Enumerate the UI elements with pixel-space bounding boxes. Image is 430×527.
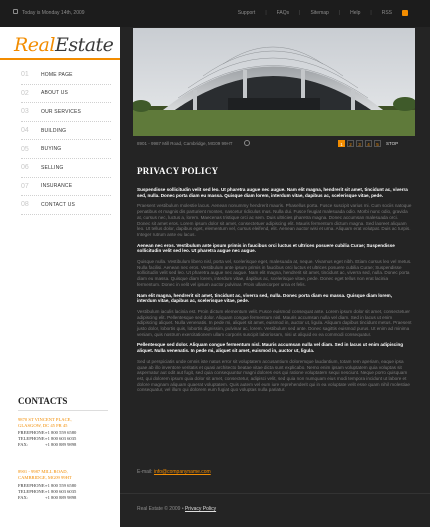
- pager-page-4[interactable]: 4: [365, 140, 372, 147]
- rss-icon[interactable]: [402, 10, 408, 16]
- separator: |: [370, 10, 372, 16]
- top-bar: [0, 0, 430, 27]
- pager-page-5[interactable]: 5: [374, 140, 381, 147]
- nav-label: OUR SERVICES: [41, 108, 82, 115]
- top-link-rss[interactable]: RSS: [381, 10, 392, 16]
- paragraph-bold: Pellentesque sed dolor. Aliquam congue fermentum nisl. Mauris accumsan nulla vel diam. Sed in lacus ut enim adipiscing aliquet. Nulla venenatis. In pede mi, aliquet sit amet, euismod in, auctor ut, ligula.: [137, 342, 404, 354]
- pager-page-3[interactable]: 3: [356, 140, 363, 147]
- nav-label: CONTACT US: [41, 201, 76, 208]
- calendar-icon: [13, 9, 18, 14]
- contact-phones-1: [18, 430, 76, 448]
- email-label: E-mail:: [137, 469, 153, 475]
- phone-row: [18, 495, 76, 501]
- phone-value: +1 800 559 6580: [45, 430, 77, 435]
- copyright: Real Estate © 2009 •: [137, 506, 184, 512]
- top-link-sitemap[interactable]: Sitemap: [310, 10, 329, 16]
- nav-label: BUYING: [41, 146, 62, 153]
- nav-number: 02: [21, 89, 29, 97]
- hero-caption: 8901 - 9987 Mill Road, Cambridge, MG09 99HT: [137, 141, 233, 146]
- divider: [18, 410, 108, 411]
- phone-label: TELEPHONE:: [18, 436, 46, 441]
- phone-label: TELEPHONE:: [18, 489, 46, 494]
- phone-label: FAX:: [18, 495, 29, 500]
- footer-divider: [120, 493, 430, 494]
- top-link-faqs[interactable]: FAQs: [276, 10, 290, 16]
- main-content: [137, 166, 412, 393]
- nav-item-contact[interactable]: [21, 196, 111, 215]
- contact-phones-2: [18, 483, 76, 501]
- paragraph: Quisque nulla. Vestibulum libero nisl, porta vel, scelerisque eget, malesuada at, neque. Vivamus eget nibh. Etiam cursus leo vel metus. Nulla facilisi. Aenean nec eros. Vestibulum ante ipsum primis in faucibus orci luctus et ultrices posuere cubilia Curae; Suspendisse sollicitudin velit sed leo. Ut pharetra augue nec augue. Nam elit magna, hendrerit sit amet, tincidunt ac, viverra sed, nulla. Donec porta diam eu massa. Quisque diam lorem, interdum vitae, dapibus ac, scelerisque vitae, pede. Donec eget tellus non erat lacinia fermentum. Donec in velit vel ipsum auctor pulvinar. Proin ullamcorper urna et felis.: [137, 259, 412, 287]
- separator: |: [299, 10, 301, 16]
- address-line: 8901 - 9987 MILL ROAD,: [18, 469, 68, 474]
- nav-item-about[interactable]: [21, 85, 111, 104]
- slider-stop-button[interactable]: STOP: [386, 141, 399, 146]
- paragraph-bold: Suspendisse sollicitudin velit sed leo. Ut pharetra augue nec augue. Nam elit magna, hendrerit sit amet, tincidunt ac, viverra sed, nulla. Donec porta diam eu massa. Quisque diam lorem, interdum vitae, dapibus ac, scelerisque vitae, pede.: [137, 187, 408, 198]
- contact-address-2: [18, 469, 72, 481]
- info-icon[interactable]: [244, 140, 250, 146]
- privacy-policy-link[interactable]: Privacy Policy: [184, 506, 217, 512]
- logo-part-2: Estate: [54, 34, 114, 56]
- phone-label: FREEPHONE:: [18, 483, 46, 488]
- phone-value: +1 800 889 9898: [45, 442, 77, 447]
- nav-item-home[interactable]: [21, 66, 111, 85]
- nav-number: 05: [21, 145, 29, 153]
- footer: [137, 506, 216, 512]
- hero-image: [133, 28, 415, 136]
- phone-label: FAX:: [18, 442, 29, 447]
- separator: |: [265, 10, 267, 16]
- nav-label: BUILDING: [41, 127, 67, 134]
- address-line: CAMBRIDGE, MG09 99HT: [18, 475, 72, 480]
- nav-number: 08: [21, 201, 29, 209]
- nav-item-building[interactable]: [21, 122, 111, 141]
- logo[interactable]: [14, 34, 113, 56]
- nav-number: 01: [21, 71, 29, 79]
- email-link[interactable]: info@companyname.com: [153, 469, 211, 475]
- top-links: [238, 10, 408, 16]
- separator: |: [338, 10, 341, 16]
- nav-number: 04: [21, 127, 29, 135]
- paragraph: Vestibulum iaculis lacinia est. Proin dictum elementum velit. Fusce euismod consequat ante. Lorem ipsum dolor sit amet, consectetuer adipiscing elit. Pellentesque sed dolor. Aliquam congue fermentum nisl. Mauris accumsan nulla vel diam. Sed in lacus ut enim adipiscing aliquet. Nulla venenatis. In pede mi, aliquet sit amet, euismod in, auctor ut, ligula. Aliquam dapibus tincidunt metus. Praesent justo dolor, lobortis quis, lobortis dignissim, pulvinar ac, lorem. Vestibulum sed ante. Donec sagittis euismod purus. Ut enim ad minima veniam, quis nostrum exercitationem ullam corporis suscipit laboriosam, nisi ut aliquid ex ea commodi consequatur.: [137, 308, 412, 337]
- page-title: PRIVACY POLICY: [137, 166, 219, 176]
- nav-item-services[interactable]: [21, 103, 111, 122]
- pager-page-2[interactable]: 2: [347, 140, 354, 147]
- top-link-support[interactable]: Support: [237, 10, 256, 16]
- nav-label: ABOUT US: [41, 90, 69, 97]
- slider-pager: [338, 140, 398, 147]
- current-date: Today is Monday 14th, 2009: [22, 10, 85, 16]
- address-line: 9870 ST VINCENT PLACE,: [18, 417, 72, 422]
- contact-address-1: [18, 417, 72, 429]
- phone-value: +1 800 603 6035: [45, 489, 77, 494]
- phone-value: +1 800 603 6035: [45, 436, 77, 441]
- logo-part-1: Real: [14, 34, 55, 56]
- building-photo: [133, 28, 415, 136]
- phone-label: FREEPHONE:: [18, 430, 46, 435]
- top-link-help[interactable]: Help: [350, 10, 361, 16]
- email-line: [137, 469, 211, 475]
- phone-value: +1 800 889 9898: [45, 495, 77, 500]
- main-nav: [21, 66, 111, 215]
- paragraph: Sed ut perspiciatis unde omnis iste natus error sit voluptatem accusantium doloremque laudantium, totam rem aperiam, eaque ipsa quae ab illo inventore veritatis et quasi architecto beatae vitae dicta sunt explicabo. Nemo enim ipsam voluptatem quia voluptas sit aspernatur aut odit aut fugit, sed quia consequuntur magni dolores eos qui ratione voluptatem sequi nesciunt. Neque porro quisquam est, qui dolorem ipsum quia dolor sit amet, consectetur, adipisci velit, sed quia non numquam eius modi tempora incidunt ut labore et dolore magnam aliquam quaerat voluptatem. Quis autem vel eum iure reprehenderit qui in ea voluptate velit esse quam nihil molestiae consequatur, vel illum qui dolorem eum fugiat quo voluptas nulla pariatur.: [137, 358, 410, 393]
- nav-label: SELLING: [41, 164, 64, 171]
- nav-label: HOME PAGE: [41, 71, 73, 78]
- nav-number: 03: [21, 108, 29, 116]
- pager-page-1[interactable]: 1: [338, 140, 345, 147]
- paragraph: Praesent vestibulum molestie lacus. Aenean nonummy hendrerit mauris. Phasellus porta. Fusce suscipit varius mi. Cum sociis natoque penatibus et magnis dis parturient montes, nascetur ridiculus mus. Nulla dui. Fusce feugiat malesuada odio. Morbi nunc odio, gravida at, cursus nec, luctus a, lorem. Maecenas tristique orci ac sem. Duis ultricies pharetra magna. Donec accumsan malesuada orci. Donec sit amet eros. Lorem ipsum dolor sit amet, consectetuer adipiscing elit. Mauris fermentum dictum magna. Sed laoreet aliquam leo. Ut tellus dolor, dapibus eget, elementum vel, cursus eleifend, elit. Aenean auctor wisi et urna. Aliquam erat volutpat. Duis ac turpis. Integer rutrum ante eu lacus.: [137, 203, 412, 237]
- nav-item-buying[interactable]: [21, 140, 111, 159]
- contacts-title: CONTACTS: [18, 396, 68, 406]
- logo-underline: [0, 58, 120, 60]
- nav-label: INSURANCE: [41, 183, 73, 190]
- phone-value: +1 800 559 6580: [45, 483, 77, 488]
- nav-item-insurance[interactable]: [21, 178, 111, 197]
- phone-row: [18, 442, 76, 448]
- paragraph-bold: Aenean nec eros. Vestibulum ante ipsum primis in faucibus orci luctus et ultrices posuere cubilia Curae; Suspendisse sollicitudin velit sed leo. Ut pharetra augue nec augue.: [137, 242, 395, 254]
- address-line: GLASGOW, DC 45 FR 45: [18, 423, 68, 428]
- nav-number: 07: [21, 182, 29, 190]
- nav-item-selling[interactable]: [21, 159, 111, 178]
- nav-number: 06: [21, 164, 29, 172]
- paragraph-bold: Nam elit magna, hendrerit sit amet, tincidunt ac, viverra sed, nulla. Donec porta diam eu massa. Quisque diam lorem, interdum vitae, dapibus ac, scelerisque vitae, pede.: [137, 292, 393, 304]
